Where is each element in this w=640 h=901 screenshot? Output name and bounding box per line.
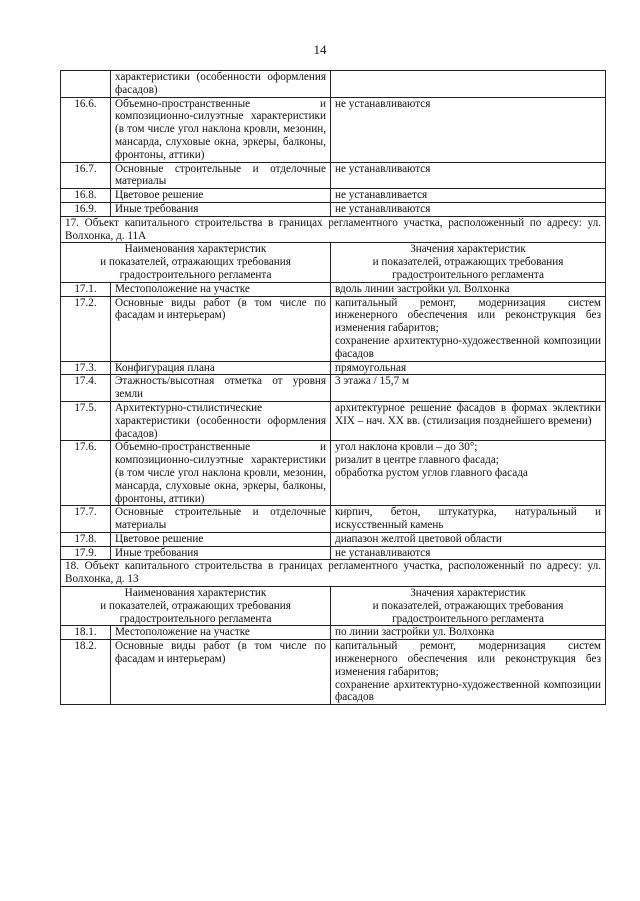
table-row	[61, 97, 606, 162]
row-value	[331, 282, 606, 296]
row-value	[331, 71, 606, 98]
table-row	[61, 189, 606, 203]
table-row	[61, 626, 606, 640]
table-header-row	[61, 587, 606, 626]
table-row	[61, 506, 606, 533]
row-name: характеристики (особенности оформления фасадов)	[111, 71, 331, 98]
header-line: и показателей, отражающих требования	[100, 256, 291, 269]
header-line: и показателей, отражающих требования	[372, 256, 564, 269]
row-value	[331, 441, 606, 506]
row-name: Основные строительные и отделочные материалы	[111, 162, 331, 189]
table-row	[61, 532, 606, 546]
row-value	[331, 296, 606, 361]
row-number: 16.9.	[61, 202, 111, 216]
page-number: 14	[313, 42, 327, 57]
table-row	[61, 162, 606, 189]
row-number: 18.2.	[61, 640, 111, 705]
header-line: и показателей, отражающих требования	[372, 599, 564, 612]
value-line: архитектурное решение фасадов в формах эклектики XIX – нач. XX вв. (стилизация позднейшего времени)	[335, 401, 601, 427]
value-line: капитальный ремонт, модернизация систем инженерного обеспечения или реконструкция без изменения габаритов;	[335, 296, 601, 335]
row-name: Местоположение на участке	[111, 626, 331, 640]
row-number	[61, 71, 111, 98]
row-name: Цветовое решение	[111, 189, 331, 203]
row-name: Основные виды работ (в том числе по фасадам и интерьерам)	[111, 296, 331, 361]
row-value	[331, 401, 606, 440]
table-row	[61, 640, 606, 705]
header-line: Значения характеристик	[410, 243, 526, 256]
row-number: 18.1.	[61, 626, 111, 640]
row-number: 17.8.	[61, 532, 111, 546]
section-title-row	[61, 216, 606, 243]
row-name: Основные виды работ (в том числе по фасадам и интерьерам)	[111, 640, 331, 705]
value-line: обработка рустом углов главного фасада	[335, 466, 528, 479]
table-row	[61, 361, 606, 375]
table-header-row	[61, 243, 606, 282]
value-line: прямоугольная	[335, 361, 407, 374]
section-18-title: 18. Объект капитального строительства в границах регламентного участка, расположенный по адресу: ул. Волхонка, д. 13	[61, 560, 606, 587]
header-names	[61, 243, 331, 282]
value-line: капитальный ремонт, модернизация систем инженерного обеспечения или реконструкция без изменения габаритов;	[335, 640, 601, 678]
value-line: 3 этажа / 15,7 м	[335, 375, 410, 388]
row-number: 17.1.	[61, 282, 111, 296]
row-number: 16.7.	[61, 162, 111, 189]
header-line: Значения характеристик	[410, 587, 526, 600]
value-line: вдоль линии застройки ул. Волхонка	[335, 282, 510, 295]
value-line: не устанавливаются	[335, 546, 431, 559]
header-line: градостроительного регламента	[119, 268, 272, 281]
row-number: 17.3.	[61, 361, 111, 375]
value-line: по линии застройки ул. Волхонка	[335, 626, 495, 639]
row-name: Архитектурно-стилистические характеристики (особенности оформления фасадов)	[111, 401, 331, 440]
row-value	[331, 640, 606, 705]
row-value: не устанавливаются	[331, 202, 606, 216]
section-17-title: 17. Объект капитального строительства в границах регламентного участка, расположенный по адресу: ул. Волхонка, д. 11А	[61, 216, 606, 243]
table-row	[61, 296, 606, 361]
row-name: Основные строительные и отделочные материалы	[111, 506, 331, 533]
row-name: Иные требования	[111, 546, 331, 560]
requirements-table	[60, 70, 606, 705]
row-number: 16.6.	[61, 97, 111, 162]
table-row	[61, 71, 606, 98]
table-row	[61, 375, 606, 402]
row-name: Местоположение на участке	[111, 282, 331, 296]
row-value	[331, 375, 606, 402]
row-number: 17.6.	[61, 441, 111, 506]
header-names	[61, 587, 331, 626]
row-number: 16.8.	[61, 189, 111, 203]
header-line: Наименования характеристик	[124, 587, 267, 600]
row-name: Объемно-пространственные и композиционно-силуэтные характеристики (в том числе угол наклона кровли, мезонин, мансарда, слуховые окна, эркеры, балконы, фронтоны, аттики)	[111, 441, 331, 506]
value-line: сохранение архитектурно-художественной композиции фасадов	[335, 334, 601, 360]
row-number: 17.2.	[61, 296, 111, 361]
row-name: Конфигурация плана	[111, 361, 331, 375]
row-value	[331, 361, 606, 375]
table-row	[61, 282, 606, 296]
table-row	[61, 441, 606, 506]
row-number: 17.4.	[61, 375, 111, 402]
row-value: не устанавливаются	[331, 97, 606, 162]
table-row	[61, 401, 606, 440]
row-value	[331, 626, 606, 640]
value-line: диапазон желтой цветовой области	[335, 532, 502, 545]
header-line: градостроительного регламента	[392, 268, 544, 281]
row-value	[331, 546, 606, 560]
row-name: Цветовое решение	[111, 532, 331, 546]
table-row	[61, 546, 606, 560]
row-number: 17.7.	[61, 506, 111, 533]
row-name: Этажность/высотная отметка от уровня земли	[111, 375, 331, 402]
header-values	[331, 587, 606, 626]
table-row	[61, 202, 606, 216]
row-name: Иные требования	[111, 202, 331, 216]
header-line: и показателей, отражающих требования	[100, 599, 291, 612]
header-values	[331, 243, 606, 282]
value-line: угол наклона кровли – до 30°;	[335, 441, 478, 454]
header-line: градостроительного регламента	[392, 612, 544, 625]
header-line: Наименования характеристик	[124, 243, 267, 256]
row-value: не устанавливаются	[331, 162, 606, 189]
row-value	[331, 532, 606, 546]
section-title-row	[61, 560, 606, 587]
value-line: сохранение архитектурно-художественной композиции фасадов	[335, 678, 601, 704]
header-line: градостроительного регламента	[119, 612, 272, 625]
value-line: кирпич, бетон, штукатурка, натуральный и искусственный камень	[335, 506, 601, 532]
row-name: Объемно-пространственные и композиционно-силуэтные характеристики (в том числе угол наклона кровли, мезонин, мансарда, слуховые окна, эркеры, балконы, фронтоны, аттики)	[111, 97, 331, 162]
row-value: не устанавливается	[331, 189, 606, 203]
row-number: 17.5.	[61, 401, 111, 440]
row-number: 17.9.	[61, 546, 111, 560]
value-line: ризалит в центре главного фасада;	[335, 454, 499, 467]
row-value	[331, 506, 606, 533]
